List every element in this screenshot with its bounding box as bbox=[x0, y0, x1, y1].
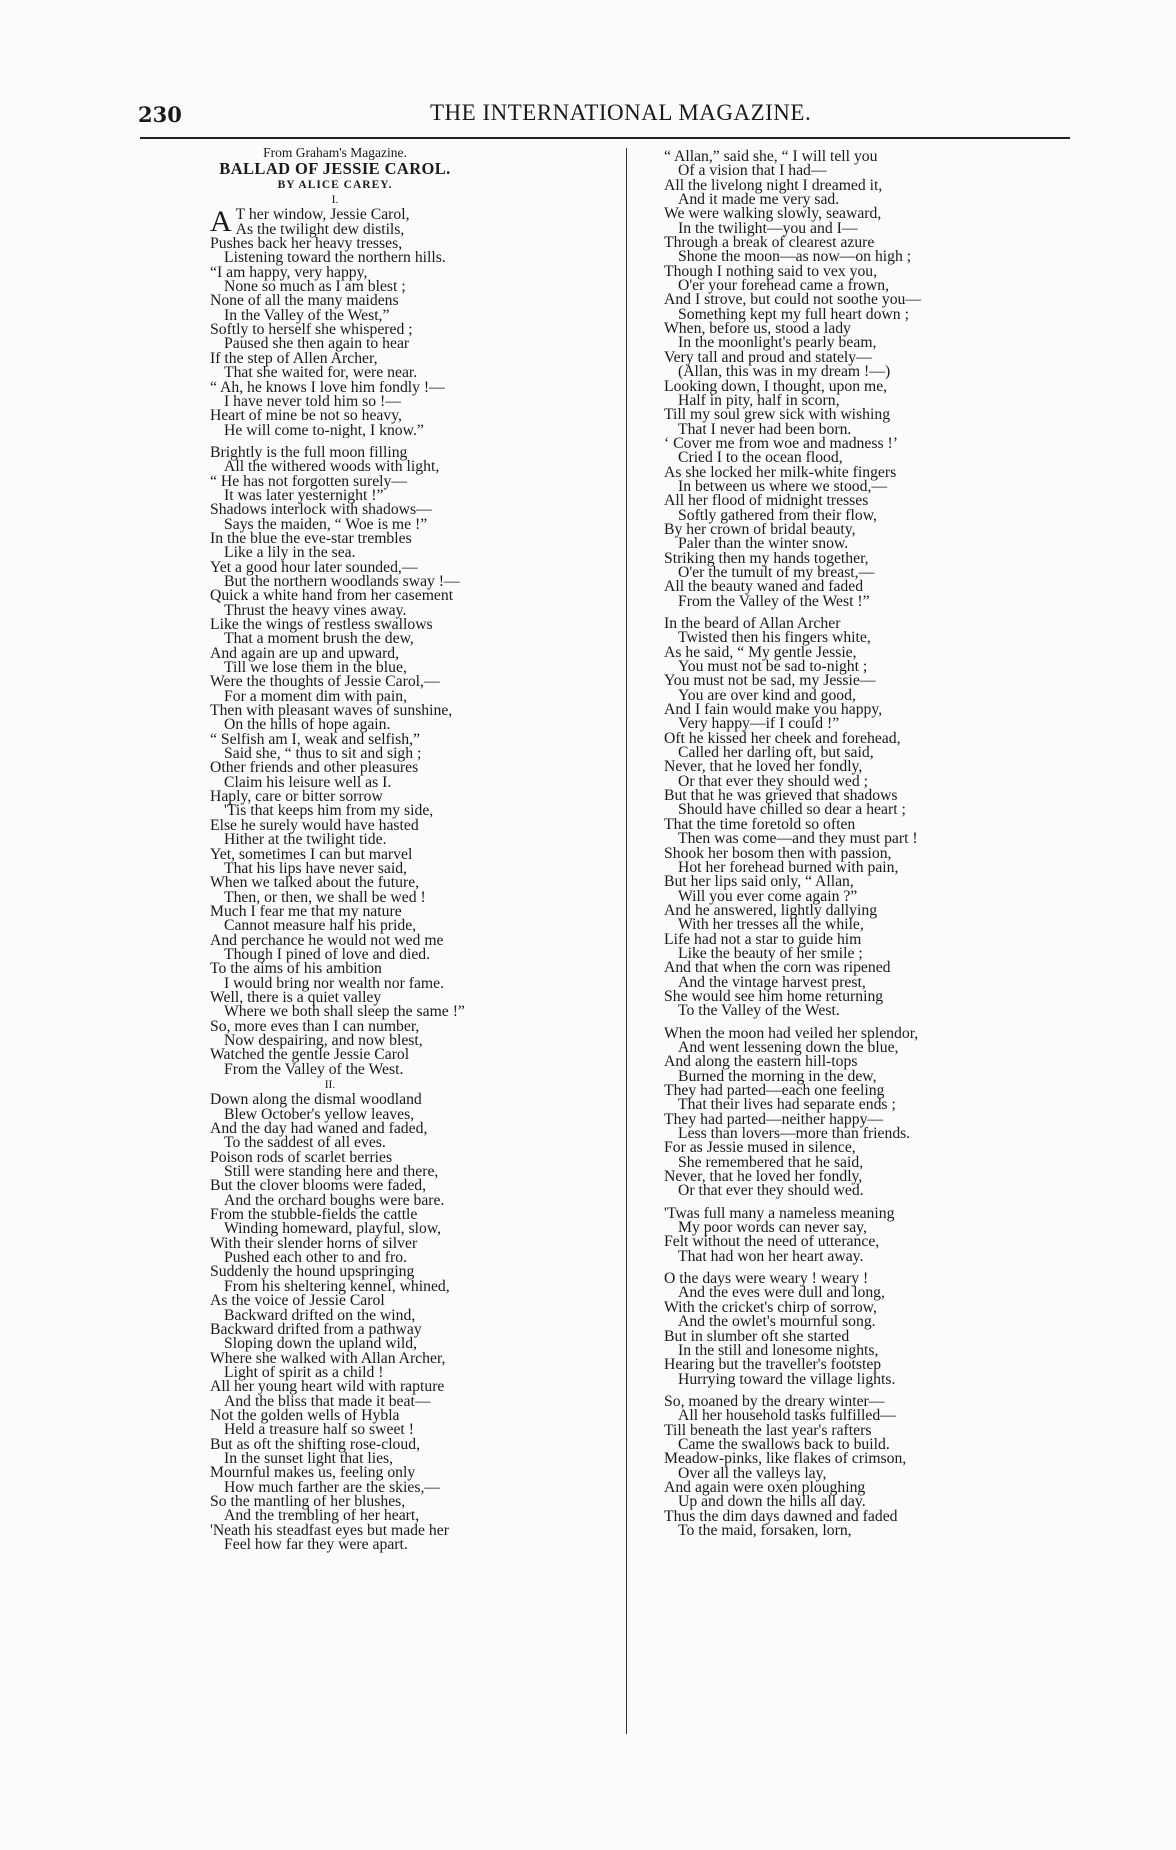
drop-cap: A bbox=[210, 208, 232, 239]
column-divider bbox=[626, 148, 627, 1734]
poem-line: Sloping down the upland wild, bbox=[224, 1335, 418, 1353]
poem-line: Shadows interlock with shadows— bbox=[210, 501, 432, 519]
poem-line: Where she walked with Allan Archer, bbox=[210, 1349, 446, 1367]
poem-line: Then, or then, we shall be wed ! bbox=[224, 888, 426, 906]
poem-line: From the Valley of the West. bbox=[224, 1060, 404, 1078]
poem-line: Thus the dim days dawned and faded bbox=[664, 1507, 898, 1525]
poem-line: Paused she then again to hear bbox=[224, 335, 410, 353]
poem-line: But as oft the shifting rose-cloud, bbox=[210, 1435, 421, 1453]
poem-line: So, moaned by the dreary winter— bbox=[664, 1392, 885, 1410]
poem-line: And again were oxen ploughing bbox=[664, 1478, 866, 1496]
poem-line: Very happy—if I could !” bbox=[678, 715, 840, 733]
stanza bbox=[664, 150, 1064, 609]
byline: BY ALICE CAREY. bbox=[277, 178, 393, 191]
poem-line: Held a treasure half so sweet ! bbox=[224, 1421, 414, 1439]
poem-line: With her tresses all the while, bbox=[678, 916, 864, 934]
poem-line: Of a vision that I had— bbox=[678, 162, 827, 180]
poem-line: Feel how far they were apart. bbox=[224, 1536, 408, 1553]
poem-line: When the moon had veiled her splendor, bbox=[664, 1024, 919, 1042]
poem-line: None so much as I am blest ; bbox=[224, 278, 406, 296]
poem-line: Much I fear me that my nature bbox=[210, 902, 402, 920]
stanza bbox=[664, 1024, 1064, 1200]
poem-line: For a moment dim with pain, bbox=[224, 687, 408, 705]
poem-line: Yet, sometimes I can but marvel bbox=[210, 845, 413, 863]
poem-line: In the blue the eve-star trembles bbox=[210, 529, 412, 547]
poem-line: That a moment brush the dew, bbox=[224, 630, 414, 648]
poem-line: But in slumber oft she started bbox=[664, 1327, 850, 1345]
page-number: 230 bbox=[138, 102, 182, 127]
poem-line: All the beauty waned and faded bbox=[664, 578, 864, 596]
poem-line: Winding homeward, playful, slow, bbox=[224, 1220, 442, 1238]
poem-line: Softly to herself she whispered ; bbox=[210, 321, 413, 339]
poem-line: And that when the corn was ripened bbox=[664, 959, 891, 977]
poem-line: Well, there is a quiet valley bbox=[210, 988, 382, 1006]
poem-line: Said she, “ thus to sit and sigh ; bbox=[224, 745, 422, 763]
stanza bbox=[664, 1272, 1064, 1387]
stanza bbox=[210, 443, 620, 1078]
poem-line: Backward drifted from a pathway bbox=[210, 1320, 422, 1338]
poem-line: That the time foretold so often bbox=[664, 815, 856, 833]
poem-line: From the Valley of the West !” bbox=[678, 592, 870, 610]
poem-line: Then was come—and they must part ! bbox=[678, 830, 918, 848]
poem-line: Till my soul grew sick with wishing bbox=[664, 406, 891, 424]
poem-line: Other friends and other pleasures bbox=[210, 759, 419, 777]
poem-line: When, before us, stood a lady bbox=[664, 320, 851, 338]
poem-line: Like the beauty of her smile ; bbox=[678, 944, 863, 962]
poem-line: Should have chilled so dear a heart ; bbox=[678, 801, 906, 819]
poem-line: Thrust the heavy vines away. bbox=[224, 601, 407, 619]
poem-line: And the owlet's mournful song. bbox=[678, 1313, 876, 1331]
poem-line: Like a lily in the sea. bbox=[224, 544, 356, 562]
poem-line: But that he was grieved that shadows bbox=[664, 787, 898, 805]
left-section-1 bbox=[210, 443, 620, 1078]
poem-line: In the beard of Allan Archer bbox=[664, 615, 841, 632]
poem-line: Now despairing, and now blest, bbox=[224, 1031, 423, 1049]
header-rule bbox=[140, 137, 1070, 139]
poem-line: On the hills of hope again. bbox=[224, 716, 391, 734]
poem-line: And the orchard boughs were bare. bbox=[224, 1191, 445, 1209]
poem-line: Else he surely would have hasted bbox=[210, 816, 419, 834]
poem-line: You must not be sad to-night ; bbox=[678, 658, 868, 676]
poem-line: Listening toward the northern hills. bbox=[224, 249, 446, 267]
poem-line: Backward drifted on the wind, bbox=[224, 1306, 416, 1324]
poem-line: Though I pined of love and died. bbox=[224, 945, 431, 963]
poem-line: But the clover blooms were faded, bbox=[210, 1177, 427, 1195]
poem-line: Pushes back her heavy tresses, bbox=[210, 235, 403, 253]
poem-line: So the mantling of her blushes, bbox=[210, 1492, 406, 1510]
stanza bbox=[210, 220, 620, 438]
poem-line: I would bring nor wealth nor fame. bbox=[224, 974, 445, 992]
poem-line: And I fain would make you happy, bbox=[664, 701, 883, 719]
poem-line: Life had not a star to guide him bbox=[664, 930, 862, 948]
poem-line: Over all the valleys lay, bbox=[678, 1464, 827, 1482]
poem-line: Pushed each other to and fro. bbox=[224, 1249, 407, 1267]
poem-line: Down along the dismal woodland bbox=[210, 1091, 422, 1109]
poem-line: If the step of Allen Archer, bbox=[210, 349, 378, 367]
poem-line: That had won her heart away. bbox=[678, 1247, 864, 1265]
poem-line: Through a break of clearest azure bbox=[664, 234, 875, 252]
poem-line: Brightly is the full moon filling bbox=[210, 443, 408, 461]
first-line bbox=[210, 208, 620, 438]
poem-line: Watched the gentle Jessie Carol bbox=[210, 1046, 410, 1064]
poem-line: He will come to-night, I know.” bbox=[224, 421, 424, 438]
poem-line: Though I nothing said to vex you, bbox=[664, 262, 878, 280]
poem-line: Still were standing here and there, bbox=[224, 1163, 439, 1181]
right-column bbox=[664, 150, 1064, 1538]
poem-line: She would see him home returning bbox=[664, 987, 884, 1005]
poem-line: Mournful makes us, feeling only bbox=[210, 1464, 416, 1482]
poem-line: From the stubble-fields the cattle bbox=[210, 1206, 418, 1224]
poem-line: Till we lose them in the blue, bbox=[224, 659, 407, 677]
poem-line: Something kept my full heart down ; bbox=[678, 305, 909, 323]
poem-line: Claim his leisure well as I. bbox=[224, 773, 392, 791]
poem-line: Were the thoughts of Jessie Carol,— bbox=[210, 673, 440, 691]
poem-line: It was later yesternight !” bbox=[224, 486, 384, 504]
poem-line: And the bliss that made it beat— bbox=[224, 1392, 431, 1410]
poem-line: “ Ah, he knows I love him fondly !— bbox=[210, 378, 445, 396]
poem-line: And along the eastern hill-tops bbox=[664, 1053, 858, 1071]
poem-line: To the maid, forsaken, lorn, bbox=[678, 1521, 852, 1539]
poem-line: Light of spirit as a child ! bbox=[224, 1363, 384, 1381]
poem-line: Half in pity, half in scorn, bbox=[678, 391, 840, 409]
poem-line: Or that ever they should wed. bbox=[678, 1182, 864, 1200]
poem-line: To the saddest of all eves. bbox=[224, 1134, 386, 1152]
poem-line: “ Selfish am I, weak and selfish,” bbox=[210, 730, 420, 748]
poem-line: None of all the many maidens bbox=[210, 292, 399, 310]
running-title: THE INTERNATIONAL MAGAZINE. bbox=[430, 100, 812, 125]
stanza bbox=[664, 617, 1064, 1019]
poem-line: 'Tis that keeps him from my side, bbox=[224, 802, 434, 820]
poem-line: Paler than the winter snow. bbox=[678, 535, 849, 553]
poem-line: Oft he kissed her cheek and forehead, bbox=[664, 729, 901, 747]
poem-line: All her flood of midnight tresses bbox=[664, 492, 869, 510]
poem-line: Haply, care or bitter sorrow bbox=[210, 788, 383, 806]
poem-line: By her crown of bridal beauty, bbox=[664, 520, 856, 538]
poem-line: Shone the moon—as now—on high ; bbox=[678, 248, 912, 266]
poem-line: In the Valley of the West,” bbox=[224, 306, 390, 324]
poem-line: Heart of mine be not so heavy, bbox=[210, 407, 402, 425]
poem-line: 'Neath his steadfast eyes but made her bbox=[210, 1521, 449, 1539]
poem-line: That his lips have never said, bbox=[224, 859, 407, 877]
poem-line: Quick a white hand from her casement bbox=[210, 587, 454, 605]
stanza bbox=[664, 1392, 1064, 1539]
poem-line: 'Twas full many a nameless meaning bbox=[664, 1204, 895, 1222]
poem-line: Suddenly the hound upspringing bbox=[210, 1263, 415, 1281]
poem-line: All her household tasks fulfilled— bbox=[678, 1407, 896, 1425]
poem-line: That I never had been born. bbox=[678, 420, 852, 438]
poem-line: (Allan, this was in my dream !—) bbox=[678, 363, 891, 381]
poem-line: Till beneath the last year's rafters bbox=[664, 1421, 872, 1439]
poem-line: My poor words can never say, bbox=[678, 1219, 867, 1237]
poem-line: And again are up and upward, bbox=[210, 644, 400, 662]
stanza bbox=[664, 1204, 1064, 1265]
poem-line: And the day had waned and faded, bbox=[210, 1120, 428, 1138]
poem-line: All the livelong night I dreamed it, bbox=[664, 176, 883, 194]
poem-line: And he answered, lightly dallying bbox=[664, 901, 878, 919]
poem-line: In the still and lonesome nights, bbox=[678, 1341, 879, 1359]
poem-line: And I strove, but could not soothe you— bbox=[664, 291, 922, 309]
poem-line: Less than lovers—more than friends. bbox=[678, 1125, 911, 1143]
poem-line: And went lessening down the blue, bbox=[678, 1038, 899, 1056]
poem-line: You must not be sad, my Jessie— bbox=[664, 672, 876, 690]
poem-line: When we talked about the future, bbox=[210, 874, 420, 892]
poem-line: And the eves were dull and long, bbox=[678, 1284, 885, 1302]
poem-line: Came the swallows back to build. bbox=[678, 1435, 890, 1453]
poem-line: In between us where we stood,— bbox=[678, 477, 888, 495]
poem-line: They had parted—each one feeling bbox=[664, 1082, 885, 1099]
poem-line: With their slender horns of silver bbox=[210, 1234, 418, 1252]
left-section-2 bbox=[210, 1093, 620, 1552]
poem-line: Never, that he loved her fondly, bbox=[664, 758, 863, 776]
poem-line: As the twilight dew distils, bbox=[235, 220, 405, 238]
poem-line: As he said, “ My gentle Jessie, bbox=[664, 643, 857, 661]
section-number-2: II. bbox=[324, 1079, 336, 1091]
poem-line: All her young heart wild with rapture bbox=[210, 1378, 445, 1396]
poem-line: But the northern woodlands sway !— bbox=[224, 572, 460, 590]
poem-line: O the days were weary ! weary ! bbox=[664, 1270, 869, 1288]
poem-line: Very tall and proud and stately— bbox=[664, 348, 872, 366]
poem-line: And it made me very sad. bbox=[678, 191, 840, 209]
poem-line: Then with pleasant waves of sunshine, bbox=[210, 702, 453, 720]
poem-line: I have never told him so !— bbox=[224, 392, 401, 410]
poem-line: Blew October's yellow leaves, bbox=[224, 1105, 415, 1123]
poem-line: In the moonlight's pearly beam, bbox=[678, 334, 877, 352]
poem-line: “ Allan,” said she, “ I will tell you bbox=[664, 148, 878, 165]
poem-line: Up and down the hills all day. bbox=[678, 1493, 866, 1511]
source-credit: From Graham's Magazine. bbox=[263, 145, 407, 160]
poem-line: O'er the tumult of my breast,— bbox=[678, 563, 875, 581]
poem-line: “ He has not forgotten surely— bbox=[210, 472, 408, 490]
poem-line: Says the maiden, “ Woe is me !” bbox=[224, 515, 428, 533]
poem-line: O'er your forehead came a frown, bbox=[678, 277, 890, 295]
poem-line: How much farther are the skies,— bbox=[224, 1478, 441, 1496]
poem-line: To the Valley of the West. bbox=[678, 1002, 840, 1020]
poem-line: Never, that he loved her fondly, bbox=[664, 1168, 863, 1186]
poem-line: Hot her forehead burned with pain, bbox=[678, 858, 899, 876]
poem-line: From his sheltering kennel, whined, bbox=[224, 1277, 450, 1295]
poem-line: Softly gathered from their flow, bbox=[678, 506, 877, 524]
poem-line: Hurrying toward the village lights. bbox=[678, 1370, 896, 1388]
poem-line: You are over kind and good, bbox=[678, 686, 856, 704]
poem-line: But her lips said only, “ Allan, bbox=[664, 873, 854, 891]
poem-line: Will you ever come again ?” bbox=[678, 887, 858, 905]
poem-line: T her window, Jessie Carol, bbox=[235, 208, 410, 224]
poem-line: Shook her bosom then with passion, bbox=[664, 844, 892, 862]
poem-line: And perchance he would not wed me bbox=[210, 931, 444, 949]
poem-line: So, more eves than I can number, bbox=[210, 1017, 420, 1035]
poem-line: To the aims of his ambition bbox=[210, 960, 382, 978]
poem-line: Where we both shall sleep the same !” bbox=[224, 1003, 465, 1021]
poem-line: Yet a good hour later sounded,— bbox=[210, 558, 418, 576]
poem-title: BALLAD OF JESSIE CAROL. bbox=[219, 159, 451, 179]
poem-line: Like the wings of restless swallows bbox=[210, 616, 433, 633]
poem-line: Or that ever they should wed ; bbox=[678, 772, 868, 790]
poem-line: Meadow-pinks, like flakes of crimson, bbox=[664, 1450, 907, 1468]
poem-line: Hither at the twilight tide. bbox=[224, 831, 387, 849]
poem-line: Looking down, I thought, upon me, bbox=[664, 377, 888, 395]
poem-line: ‘ Cover me from woe and madness !’ bbox=[664, 434, 898, 452]
poem-line: Felt without the need of utterance, bbox=[664, 1233, 880, 1251]
poem-line: That she waited for, were near. bbox=[224, 364, 418, 382]
poem-line: Twisted then his fingers white, bbox=[678, 629, 871, 647]
poem-line: With the cricket's chirp of sorrow, bbox=[664, 1298, 877, 1316]
poem-line: We were walking slowly, seaward, bbox=[664, 205, 882, 223]
poem-line: All the withered woods with light, bbox=[224, 458, 440, 476]
poem-line: As the voice of Jessie Carol bbox=[210, 1292, 385, 1310]
poem-line: Burned the morning in the dew, bbox=[678, 1067, 877, 1085]
poem-line: For as Jessie mused in silence, bbox=[664, 1139, 856, 1157]
poem-line: Cannot measure half his pride, bbox=[224, 917, 417, 935]
poem-line: That their lives had separate ends ; bbox=[678, 1096, 896, 1114]
poem-line: Striking then my hands together, bbox=[664, 549, 869, 567]
poem-line: Poison rods of scarlet berries bbox=[210, 1148, 393, 1166]
poem-line: “I am happy, very happy, bbox=[210, 263, 368, 281]
poem-line: And the vintage harvest prest, bbox=[678, 973, 866, 991]
poem-line: In the twilight—you and I— bbox=[678, 219, 858, 237]
poem-line: As she locked her milk-white fingers bbox=[664, 463, 897, 481]
poem-line: Hearing but the traveller's footstep bbox=[664, 1356, 882, 1374]
poem-line: They had parted—neither happy— bbox=[664, 1110, 884, 1128]
poem-line: Not the golden wells of Hybla bbox=[210, 1406, 400, 1424]
poem-line: Called her darling oft, but said, bbox=[678, 744, 874, 762]
poem-line: She remembered that he said, bbox=[678, 1153, 864, 1171]
poem-line: In the sunset light that lies, bbox=[224, 1449, 394, 1467]
left-column bbox=[210, 146, 620, 1552]
section-number-1: I. bbox=[331, 194, 339, 207]
poem-line: And the trembling of her heart, bbox=[224, 1507, 420, 1525]
poem-line: Cried I to the ocean flood, bbox=[678, 449, 843, 467]
